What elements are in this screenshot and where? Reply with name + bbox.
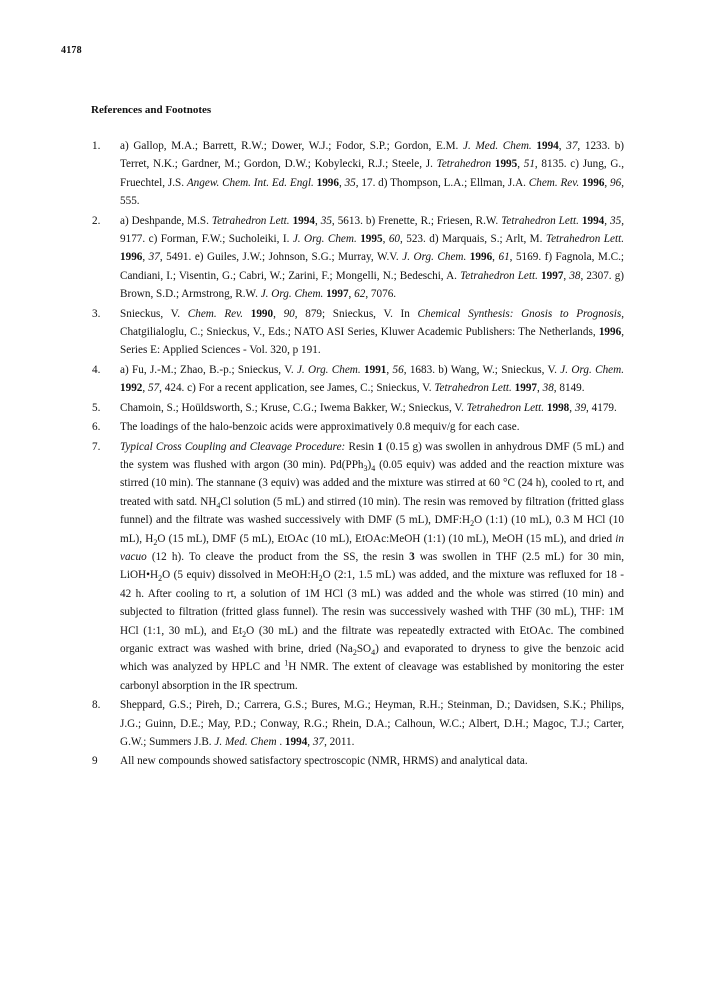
reference-text-segment: 1997: [514, 382, 538, 395]
reference-text-segment: Tetrahedron: [436, 158, 492, 171]
reference-text: [120, 137, 624, 211]
reference-text-segment: O (5 equiv) dissolved in MeOH:H: [162, 569, 319, 582]
reference-text: [120, 696, 624, 751]
reference-text-segment: , 4179.: [586, 401, 617, 414]
reference-text-segment: , 7076.: [365, 288, 397, 301]
reference-text-segment: O (2:1, 1.5 mL) was added, and the mixture was refluxed for 18 - 42 h. After cooling to rt, a solution of 1M HCl (3 mL) was added and the whole was stirred (10 min) and subjected to filtration (fritted glass funnel). The resin was successively washed with THF (30 mL), THF: 1M HCl (1:1, 30 mL), and Et: [120, 569, 624, 637]
reference-text-segment: ,: [537, 382, 543, 395]
reference-text-segment: Tetrahedron Lett.: [434, 382, 512, 395]
reference-text-segment: , 8149.: [553, 382, 585, 395]
reference-text-segment: , 2011.: [324, 736, 355, 748]
reference-text-segment: H NMR. The extent of cleavage was established by monitoring the ester carbonyl absorption in the IR spectrum.: [120, 661, 624, 692]
reference-text-segment: O (15 mL), DMF (5 mL), EtOAc (10 mL), EtOAc:MeOH (1:1) (10 mL), MeOH (15 mL), and dried: [157, 532, 616, 545]
reference-item: [0, 696, 711, 751]
reference-text-segment: ,: [563, 269, 570, 282]
page-number: 4178: [61, 45, 82, 56]
section-heading: References and Footnotes: [91, 104, 212, 116]
reference-text-segment: Angew. Chem. Int. Ed. Engl.: [186, 176, 314, 189]
reference-item: [0, 418, 711, 436]
reference-text-segment: 4: [371, 464, 376, 474]
reference-number: 5.: [92, 401, 101, 414]
reference-text-segment: ,: [142, 251, 149, 264]
reference-text-segment: 1994: [536, 140, 559, 152]
reference-text-segment: (0.05 equiv) was added and the reaction mixture was stirred (10 min). The stannane (3 equiv) was added and the mixture was stirred at 60 °C (24 h), cooled to rt, and treated with satd. NH: [120, 458, 624, 508]
reference-item: [0, 305, 711, 360]
reference-text-segment: .: [276, 736, 285, 748]
reference-text-segment: 61: [498, 251, 510, 264]
reference-text-segment: , 5491. e) Guiles, J.W.; Johnson, S.G.; Murray, W.V.: [159, 251, 403, 264]
reference-item: [0, 361, 711, 398]
reference-text-segment: Sheppard, G.S.; Pireh, D.; Carrera, G.S.; Bures, M.G.; Heyman, R.H.; Steinman, D.; Davidsen, S.K.; Philips, J.G.; Guinn, D.E.; May, P.D.; Conway, R.G.; Rhein, D.A.; Calhoun, W.C.; Albert, D.H.; Magoc, T.J.; Carter, G.W.; Summers J.B.: [120, 699, 624, 748]
reference-item: [0, 438, 711, 696]
reference-text-segment: 56: [392, 363, 404, 376]
reference-text-segment: J. Org. Chem.: [260, 288, 324, 301]
reference-text-segment: (0.15 g) was swollen in anhydrous DMF (5 mL) and the system was flushed with argon (30 min). Pd(PPh: [120, 440, 625, 471]
reference-item: [0, 212, 711, 304]
reference-text-segment: 1: [284, 658, 289, 668]
reference-text-segment: 1992: [120, 382, 143, 395]
reference-text-segment: J. Med. Chem.: [463, 140, 532, 152]
reference-text-segment: 3: [409, 550, 415, 563]
reference-text-segment: , 9177. c) Forman, F.W.; Sucholeiki, I.: [120, 214, 625, 246]
reference-text-segment: 4: [371, 648, 376, 658]
reference-text-segment: J. Org. Chem.: [296, 363, 361, 376]
reference-text-segment: Tetrahedron Lett.: [211, 214, 290, 227]
reference-text-segment: The loadings of the halo-benzoic acids were approximatively 0.8 mequiv/g for each case.: [120, 421, 520, 434]
reference-text-segment: Tetrahedron Lett.: [501, 214, 579, 227]
reference-text-segment: 38: [569, 269, 581, 282]
reference-text-segment: , 8135. c) Jung, G., Fruechtel, J.S.: [120, 158, 625, 189]
reference-text-segment: 35: [344, 176, 356, 189]
reference-text-segment: 1997: [326, 288, 349, 301]
reference-text-segment: Tetrahedron Lett.: [545, 233, 625, 246]
reference-text-segment: ,: [307, 736, 313, 748]
reference-text-segment: 2: [153, 537, 158, 547]
reference-text-segment: ,: [386, 363, 393, 376]
reference-text-segment: ,: [273, 307, 284, 320]
reference-text-segment: 51: [523, 158, 535, 171]
reference-text-segment: ,: [314, 214, 321, 227]
reference-text-segment: O (1:1) (10 mL), 0.3 M HCl (10 mL), H: [120, 514, 624, 545]
reference-text-segment: ,: [569, 401, 575, 414]
reference-text-segment: , 5613. b) Frenette, R.; Friesen, R.W.: [331, 214, 502, 227]
reference-text-segment: 35: [320, 214, 332, 227]
reference-text-segment: a) Gallop, M.A.; Barrett, R.W.; Dower, W.J.; Fodor, S.P.; Gordon, E.M.: [120, 140, 464, 152]
reference-text-segment: , 555.: [120, 176, 624, 208]
reference-text-segment: J. Org. Chem.: [402, 251, 467, 264]
reference-text-segment: ,: [338, 176, 345, 189]
reference-text-segment: 90: [283, 307, 295, 320]
reference-number: 7.: [92, 440, 101, 453]
reference-text-segment: 1991: [364, 363, 387, 376]
reference-text-segment: 37: [566, 140, 578, 152]
reference-text-segment: 1996: [120, 251, 143, 264]
reference-text-segment: 2: [318, 574, 323, 584]
reference-text-segment: (12 h). To cleave the product from the SS, the resin: [146, 550, 410, 563]
reference-text-segment: J. Org. Chem.: [292, 233, 357, 246]
reference-text-segment: 1995: [494, 158, 518, 171]
reference-text-segment: , 424. c) For a recent application, see James, C.; Snieckus, V.: [159, 382, 435, 395]
reference-text: [120, 418, 624, 436]
reference-text-segment: 57: [147, 382, 160, 395]
reference-text-segment: 1990: [250, 307, 274, 320]
reference-text-segment: 39: [574, 401, 587, 414]
reference-text-segment: 1994: [292, 214, 315, 227]
reference-item: [0, 137, 711, 211]
reference-text: [120, 212, 624, 304]
reference-number: 9: [92, 755, 98, 768]
reference-text-segment: , 2307. g) Brown, S.D.; Armstrong, R.W.: [120, 269, 625, 301]
reference-text-segment: Chem. Rev.: [528, 176, 580, 189]
reference-text-segment: 96: [610, 176, 622, 189]
reference-number: 2.: [92, 214, 101, 227]
reference-number: 8.: [92, 699, 101, 712]
reference-text-segment: ,: [492, 251, 499, 264]
reference-text-segment: J. Med. Chem: [214, 736, 277, 748]
reference-text-segment: a) Fu, J.-M.; Zhao, B.-p.; Snieckus, V.: [120, 363, 297, 376]
reference-text: [120, 361, 624, 398]
reference-number: 6.: [92, 421, 101, 434]
reference-text-segment: 1994: [581, 214, 605, 227]
reference-text-segment: 4: [216, 500, 221, 510]
reference-text-segment: Chemical Synthesis: Gnosis to Prognosis: [417, 307, 622, 320]
reference-text-segment: 1994: [284, 736, 308, 748]
reference-text-segment: 2: [470, 519, 475, 529]
reference-item: [0, 399, 711, 417]
reference-text-segment: , 1683. b) Wang, W.; Snieckus, V.: [403, 363, 561, 376]
reference-text-segment: 2: [158, 574, 163, 584]
reference-text-segment: Resin: [345, 440, 378, 453]
reference-text-segment: Typical Cross Coupling and Cleavage Procedure:: [120, 440, 346, 453]
reference-text-segment: 37: [312, 736, 325, 748]
reference-text-segment: 1998: [546, 401, 570, 414]
reference-text-segment: J. Org. Chem.: [560, 363, 625, 376]
reference-text: [120, 399, 624, 417]
reference-text-segment: 1996: [469, 251, 493, 264]
reference-text-segment: 2: [242, 629, 247, 639]
reference-text-segment: 1: [377, 440, 383, 453]
reference-text-segment: , 1233. b) Terret, N.K.; Gardner, M.; Gordon, D.W.; Kobylecki, R.J.; Steele, J.: [120, 140, 625, 171]
reference-text-segment: , Chatgilialoglu, C.; Snieckus, V., Eds.; NATO ASI Series, Kluwer Academic Publishers: The Netherlands,: [120, 307, 624, 339]
reference-text-segment: ,: [142, 382, 148, 395]
reference-text-segment: 62: [354, 288, 366, 301]
reference-text-segment: SO: [356, 642, 372, 655]
reference-text-segment: 1995: [360, 233, 383, 246]
reference-text-segment: , 523. d) Marquais, S.; Arlt, M.: [400, 233, 546, 246]
reference-text-segment: , 5169. f) Fagnola, M.C.; Candiani, I.; Visentin, G.; Cabri, W.; Zarini, F.; Mongelli, N.; Bedeschi, A.: [120, 251, 625, 282]
reference-text-segment: , 17. d) Thompson, L.A.; Ellman, J.A.: [355, 176, 529, 189]
reference-text-segment: Cl solution (5 mL) and stirred (10 min). The resin was removed by filtration (fritted glass funnel) and the filtrate was washed successively with DMF (5 mL), DMF:H: [120, 495, 624, 527]
reference-text-segment: [243, 308, 251, 320]
reference-text-segment: All new compounds showed satisfactory spectroscopic (NMR, HRMS) and analytical data.: [120, 755, 528, 768]
reference-number: 4.: [92, 363, 101, 376]
reference-text-segment: in vacuo: [120, 532, 624, 563]
reference-text-segment: 38: [542, 382, 554, 395]
reference-text-segment: Chamoin, S.; Hoüldsworth, S.; Kruse, C.G.; Iwema Bakker, W.; Snieckus, V.: [120, 401, 467, 414]
reference-text: [120, 305, 624, 360]
reference-text-segment: 1996: [598, 326, 622, 339]
reference-text-segment: ,: [558, 140, 567, 152]
reference-text-segment: ,: [348, 288, 355, 301]
reference-text-segment: , Series E: Applied Sciences - Vol. 320, p 191.: [120, 326, 624, 357]
reference-text: [120, 752, 624, 770]
reference-text-segment: 1996: [582, 176, 605, 189]
reference-number: 3.: [92, 307, 101, 320]
reference-text-segment: 35: [610, 214, 622, 227]
reference-text-segment: ,: [604, 176, 611, 189]
reference-text-segment: ) and evaporated to dryness to give the benzoic acid which was analyzed by HPLC and: [120, 642, 624, 674]
reference-text-segment: O (30 mL) and the filtrate was repeatedly extracted with EtOAc. The combined organic extract was washed with brine, dried (Na: [120, 624, 624, 655]
reference-text-segment: 60: [388, 233, 400, 246]
reference-text-segment: Tetrahedron Lett.: [466, 401, 545, 414]
reference-text-segment: was swollen in THF (2.5 mL) for 30 min, LiOH•H: [120, 550, 624, 582]
reference-text: [120, 438, 624, 696]
reference-text-segment: ,: [382, 233, 389, 246]
reference-text-segment: 1997: [541, 269, 564, 282]
reference-text-segment: 3: [363, 464, 368, 474]
reference-text-segment: ,: [604, 214, 611, 227]
reference-text-segment: ,: [517, 158, 524, 171]
reference-text-segment: , 879; Snieckus, V. In: [294, 307, 418, 320]
reference-number: 1.: [92, 140, 101, 152]
reference-text-segment: a) Deshpande, M.S.: [120, 214, 212, 227]
reference-text-segment: Tetrahedron Lett.: [460, 269, 538, 282]
reference-text-segment: 37: [148, 251, 160, 264]
reference-item: [0, 752, 711, 770]
reference-text-segment: 2: [352, 648, 357, 658]
reference-text-segment: Snieckus, V.: [120, 307, 188, 320]
reference-list: [0, 137, 711, 772]
reference-text-segment: ): [367, 458, 372, 471]
reference-text-segment: Chem. Rev.: [187, 307, 244, 320]
reference-text-segment: 1996: [316, 176, 339, 189]
